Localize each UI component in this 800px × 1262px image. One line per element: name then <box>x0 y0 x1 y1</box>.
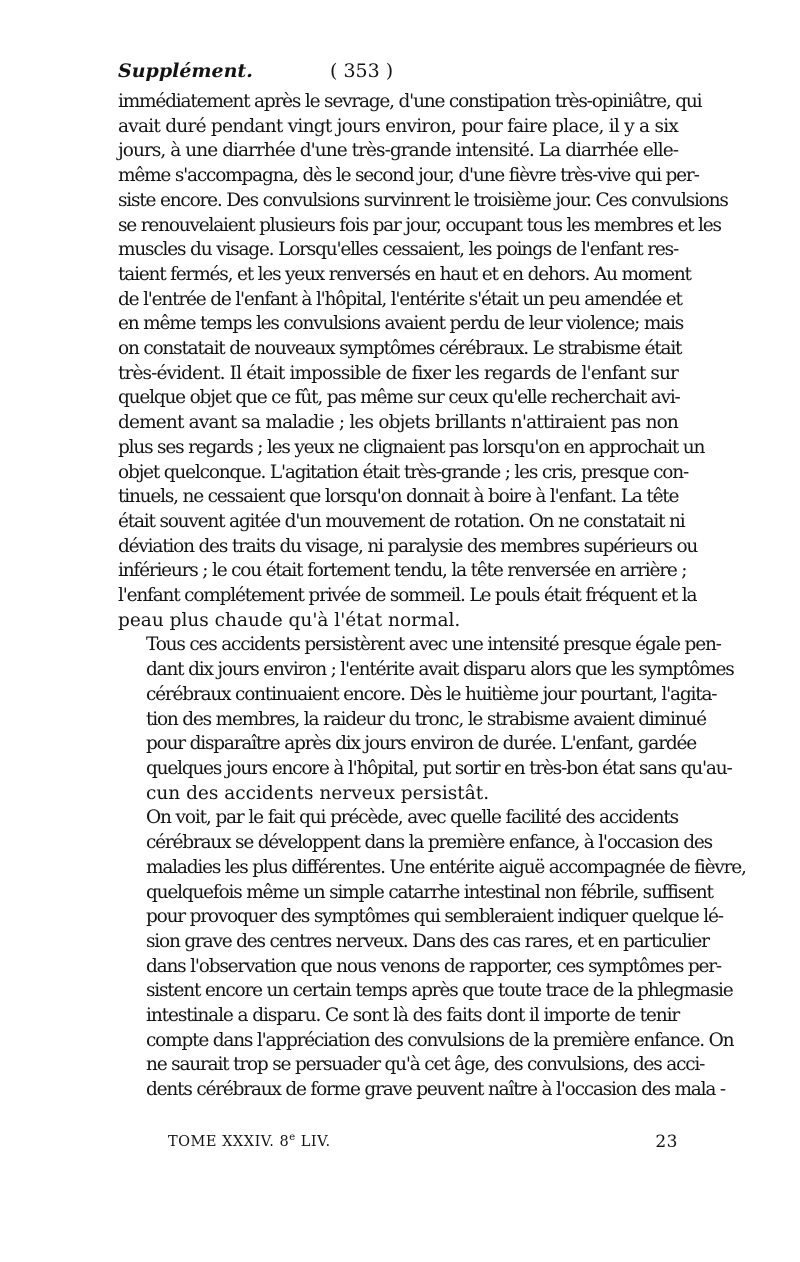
text-line: sistent encore un certain temps après que toute trace de la phlegmasie <box>146 980 733 1002</box>
section-title: Supplément. <box>118 60 253 82</box>
paragraph <box>118 633 734 806</box>
text-line: On voit, par le fait qui précède, avec quelle facilité des accidents <box>146 807 678 829</box>
text-line: quelques jours encore à l'hôpital, put sortir en très-bon état sans qu'au- <box>146 757 732 779</box>
signature-mark: TOME XXXIV. 8e LIV. <box>168 1132 331 1150</box>
text-line: de l'entrée de l'enfant à l'hôpital, l'entérite s'était un peu amendée et <box>118 288 682 310</box>
page-number: ( 353 ) <box>330 60 394 82</box>
text-line: muscles du visage. Lorsqu'elles cessaient, les poings de l'enfant res- <box>118 239 678 261</box>
text-line: jours, à une diarrhée d'une très-grande intensité. La diarrhée elle- <box>118 140 678 162</box>
text-line: très-évident. Il était impossible de fixer les regards de l'enfant sur <box>118 362 678 384</box>
text-line: cun des accidents nerveux persistât. <box>146 782 490 804</box>
running-header <box>118 60 678 92</box>
text-line: pour provoquer des symptômes qui sembleraient indiquer quelque lé- <box>146 906 723 928</box>
text-line: l'enfant complétement privée de sommeil. Le pouls était fréquent et la <box>118 585 697 607</box>
text-line: dant dix jours environ ; l'entérite avait disparu alors que les symptômes <box>146 659 734 681</box>
text-line: intestinale a disparu. Ce sont là des faits dont il importe de tenir <box>146 1005 680 1027</box>
body-text <box>118 90 746 1103</box>
text-line: plus ses regards ; les yeux ne clignaient pas lorsqu'on en approchait un <box>118 436 705 458</box>
text-line: tinuels, ne cessaient que lorsqu'on donnait à boire à l'enfant. La tête <box>118 486 679 508</box>
text-line: sion grave des centres nerveux. Dans des cas rares, et en particulier <box>146 930 709 952</box>
text-line: se renouvelaient plusieurs fois par jour, occupant tous les membres et les <box>118 214 721 236</box>
text-line: maladies les plus différentes. Une entérite aiguë accompagnée de fièvre, <box>146 856 746 878</box>
text-line: dans l'observation que nous venons de rapporter, ces symptômes per- <box>146 955 721 977</box>
signature-number: 23 <box>655 1132 678 1152</box>
text-line: quelque objet que ce fût, pas même sur ceux qu'elle recherchait avi- <box>118 387 680 409</box>
paragraph <box>118 806 746 1102</box>
text-line: Tous ces accidents persistèrent avec une intensité presque égale pen- <box>146 634 721 656</box>
text-line: cérébraux continuaient encore. Dès le huitième jour pourtant, l'agita- <box>146 683 717 705</box>
text-line: avait duré pendant vingt jours environ, pour faire place, il y a six <box>118 115 679 137</box>
printer-signature <box>168 1132 678 1156</box>
text-line: déviation des traits du visage, ni paralysie des membres supérieurs ou <box>118 535 698 557</box>
paragraph <box>118 90 728 633</box>
text-line: compte dans l'appréciation des convulsions de la première enfance. On <box>146 1029 734 1051</box>
text-line: en même temps les convulsions avaient perdu de leur violence; mais <box>118 313 684 335</box>
text-line: dement avant sa maladie ; les objets brillants n'attiraient pas non <box>118 412 678 434</box>
text-line: siste encore. Des convulsions survinrent le troisième jour. Ces convulsions <box>118 189 728 211</box>
text-line: immédiatement après le sevrage, d'une constipation très-opiniâtre, qui <box>118 91 702 112</box>
text-line: cérébraux se développent dans la première enfance, à l'occasion des <box>146 832 712 854</box>
text-line: quelquefois même un simple catarrhe intestinal non fébrile, suffisent <box>146 881 713 903</box>
text-line: objet quelconque. L'agitation était très-grande ; les cris, presque con- <box>118 461 689 483</box>
text-line: dents cérébraux de forme grave peuvent naître à l'occasion des mala - <box>146 1079 725 1101</box>
text-line: était souvent agitée d'un mouvement de rotation. On ne constatait ni <box>118 510 685 532</box>
text-line: inférieurs ; le cou était fortement tendu, la tête renversée en arrière ; <box>118 560 687 582</box>
text-line: même s'accompagna, dès le second jour, d'une fièvre très-vive qui per- <box>118 165 699 187</box>
text-line: pour disparaître après dix jours environ de durée. L'enfant, gardée <box>146 733 696 755</box>
text-line: on constatait de nouveaux symptômes cérébraux. Le strabisme était <box>118 338 682 360</box>
text-line: peau plus chaude qu'à l'état normal. <box>118 609 461 631</box>
text-line: tion des membres, la raideur du tronc, le strabisme avaient diminué <box>146 708 706 730</box>
text-line: ne saurait trop se persuader qu'à cet âge, des convulsions, des acci- <box>146 1054 705 1076</box>
text-line: taient fermés, et les yeux renversés en haut et en dehors. Au moment <box>118 263 691 285</box>
